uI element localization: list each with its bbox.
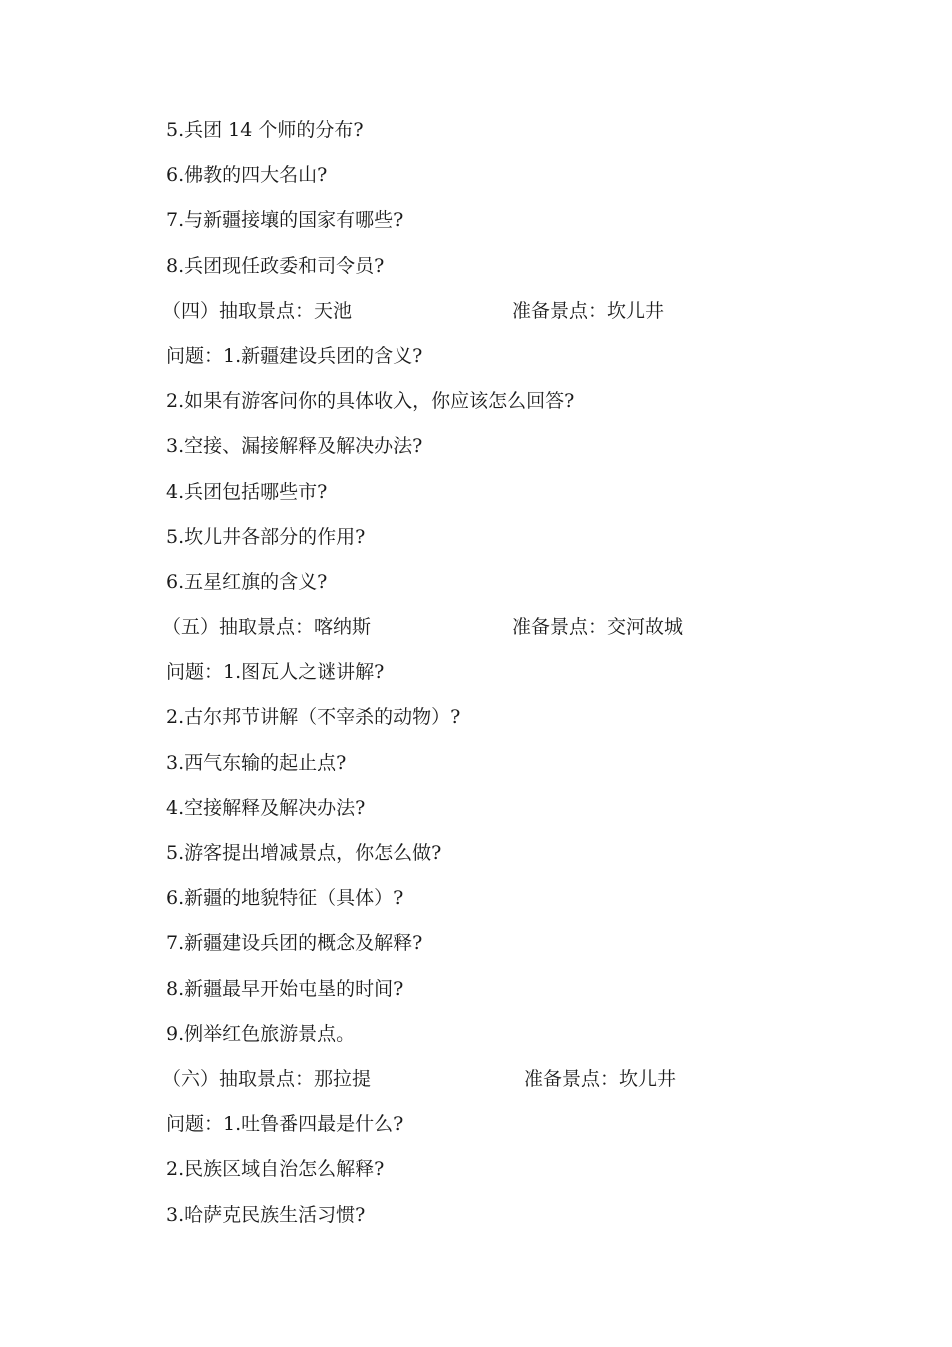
question-line: 2.民族区域自治怎么解释? [166,1158,385,1181]
question-line: 问题：1.新疆建设兵团的含义? [166,344,423,367]
drawn-scenic-spot-label: （四）抽取景点：天池 [162,299,353,322]
section-heading-6 [162,1061,786,1106]
question-line: 5.兵团 14 个师的分布? [166,119,364,141]
question-line: 3.西气东输的起止点? [166,751,347,774]
document-body [162,112,786,1242]
question-line: 2.如果有游客问你的具体收入，你应该怎么回答? [166,390,575,413]
prepared-scenic-spot-label: 准备景点：交河故城 [512,616,684,639]
question-line: 3.哈萨克民族生活习惯? [166,1203,366,1226]
question-line: 4.空接解释及解决办法? [166,796,366,819]
prepared-scenic-spot-label: 准备景点：坎儿井 [524,1067,677,1090]
question-line: 问题：1.吐鲁番四最是什么? [166,1113,404,1136]
question-line: 5.游客提出增减景点，你怎么做? [166,842,442,864]
question-line: 8.新疆最早开始屯垦的时间? [166,977,404,1000]
question-line: 2.古尔邦节讲解（不宰杀的动物）? [166,706,461,729]
prepared-scenic-spot-label: 准备景点：坎儿井 [512,299,665,322]
question-line: 8.兵团现任政委和司令员? [166,254,385,277]
question-line: 7.与新疆接壤的国家有哪些? [166,209,404,232]
question-line: 5.坎儿井各部分的作用? [166,525,366,548]
question-line: 问题：1.图瓦人之谜讲解? [166,661,385,684]
question-line: 4.兵团包括哪些市? [166,480,328,503]
section-heading-4 [162,293,786,338]
question-line: 6.佛教的四大名山? [166,164,328,187]
question-line: 6.新疆的地貌特征（具体）? [166,887,404,910]
drawn-scenic-spot-label: （五）抽取景点：喀纳斯 [162,616,372,639]
drawn-scenic-spot-label: （六）抽取景点：那拉提 [162,1067,372,1090]
question-line: 7.新疆建设兵团的概念及解释? [166,932,423,955]
question-line: 9.例举红色旅游景点。 [166,1022,356,1045]
section-heading-5 [162,609,786,654]
question-line: 3.空接、漏接解释及解决办法? [166,435,423,458]
question-line: 6.五星红旗的含义? [166,570,328,593]
